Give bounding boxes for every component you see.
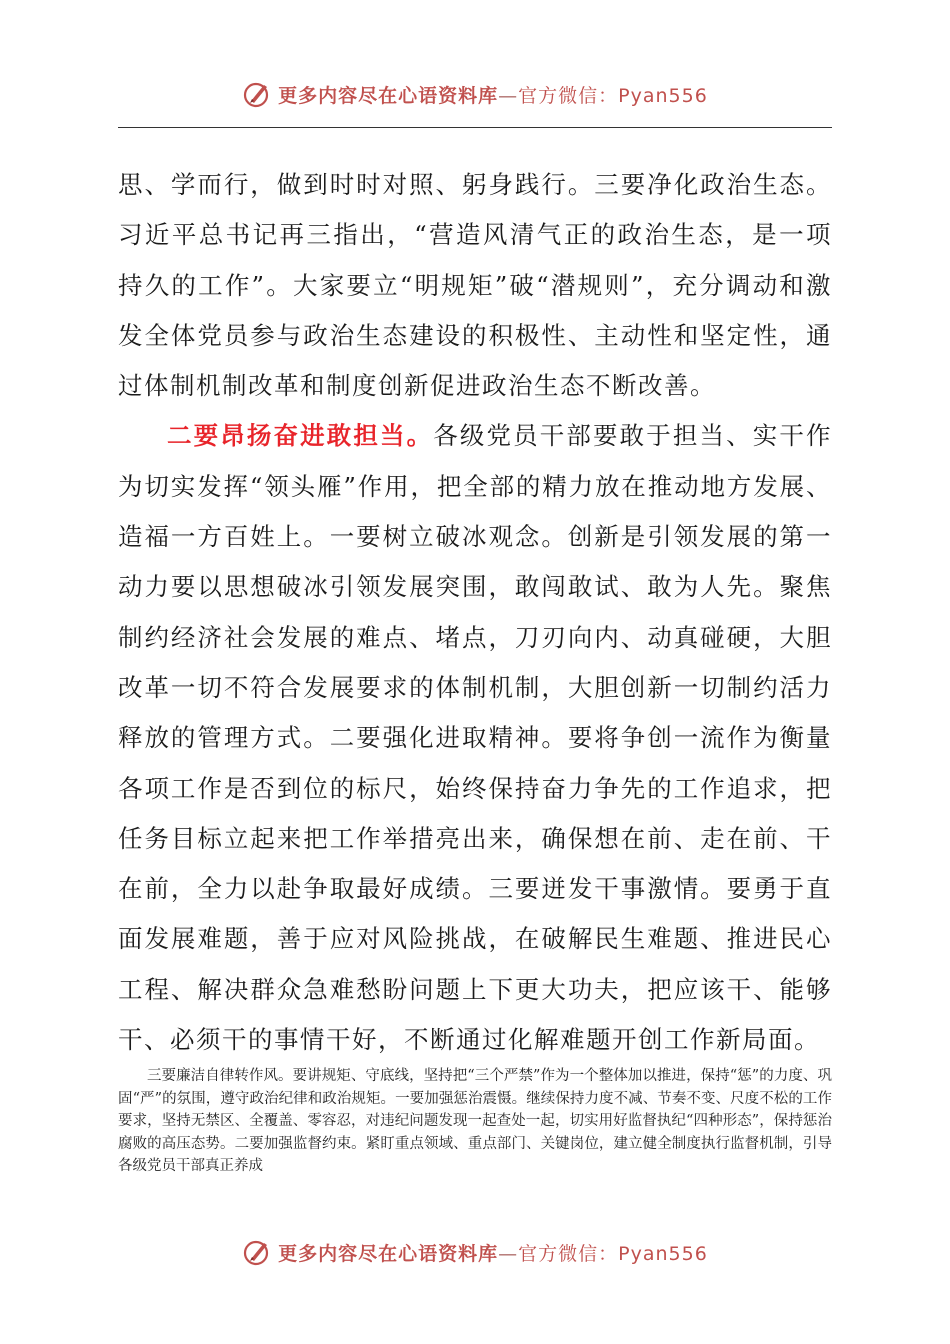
banner-dash: — — [498, 84, 519, 107]
paragraph-2 — [118, 411, 832, 1065]
paragraph-2-text: 各级党员干部要敢于担当、实干作为切实发挥“领头雁”作用，把全部的精力放在推动地方发展、造福一方百姓上。一要树立破冰观念。创新是引领发展的第一动力要以思想破冰引领发展突围，敢闯敢试、敢为人先。聚焦制约经济社会发展的难点、堵点，刀刃向内、动真碰硬，大胆改革一切不符合发展要求的体制机制，大胆创新一切制约活力释放的管理方式。二要强化进取精神。要将争创一流作为衡量各项工作是否到位的标尺，始终保持奋力争先的工作追求，把任务目标立起来把工作举措亮出来，确保想在前、走在前、干在前，全力以赴争取最好成绩。三要迸发干事激情。要勇于直面发展难题，善于应对风险挑战，在破解民生难题、推进民心工程、解决群众急难愁盼问题上下更大功夫，把应该干、能够干、必须干的事情干好，不断通过化解难题开创工作新局面。 — [118, 421, 832, 1055]
footer-banner — [0, 1234, 950, 1270]
pen-logo-icon — [242, 1237, 272, 1267]
header-banner — [0, 76, 950, 112]
section-heading: 二要昂扬奋进敢担当。 — [167, 421, 434, 451]
paragraph-1: 思、学而行，做到时时对照、躬身践行。三要净化政治生态。习近平总书记再三指出，“营造风清气正的政治生态，是一项持久的工作”。大家要立“明规矩”破“潜规则”，充分调动和激发全体党员参与政治生态建设的积极性、主动性和坚定性，通过体制机制改革和制度创新促进政治生态不断改善。 — [118, 170, 832, 401]
footer-banner-text — [278, 1239, 708, 1266]
banner-text — [278, 81, 708, 108]
footer-banner-dash: — — [498, 1242, 519, 1265]
footer-banner-title: 更多内容尽在心语资料库 — [278, 1242, 499, 1265]
small-print-section — [118, 1065, 832, 1178]
banner-wechat: 官方微信：Pyan556 — [518, 84, 708, 107]
document-body — [118, 160, 832, 1065]
banner-title: 更多内容尽在心语资料库 — [278, 84, 499, 107]
pen-logo-icon — [242, 79, 272, 109]
footer-banner-wechat: 官方微信：Pyan556 — [518, 1242, 708, 1265]
header-divider — [118, 127, 832, 128]
paragraph-3: 三要廉洁自律转作风。要讲规矩、守底线，坚持把“三个严禁”作为一个整体加以推进，保持“惩”的力度、巩固“严”的氛围，遵守政治纪律和政治规矩。一要加强惩治震慑。继续保持力度不减、节奏不变、尺度不松的工作要求，坚持无禁区、全覆盖、零容忍，对违纪问题发现一起查处一起，切实用好监督执纪“四种形态”，保持惩治腐败的高压态势。二要加强监督约束。紧盯重点领域、重点部门、关键岗位，建立健全制度执行监督机制，引导各级党员干部真正养成 — [118, 1068, 832, 1175]
